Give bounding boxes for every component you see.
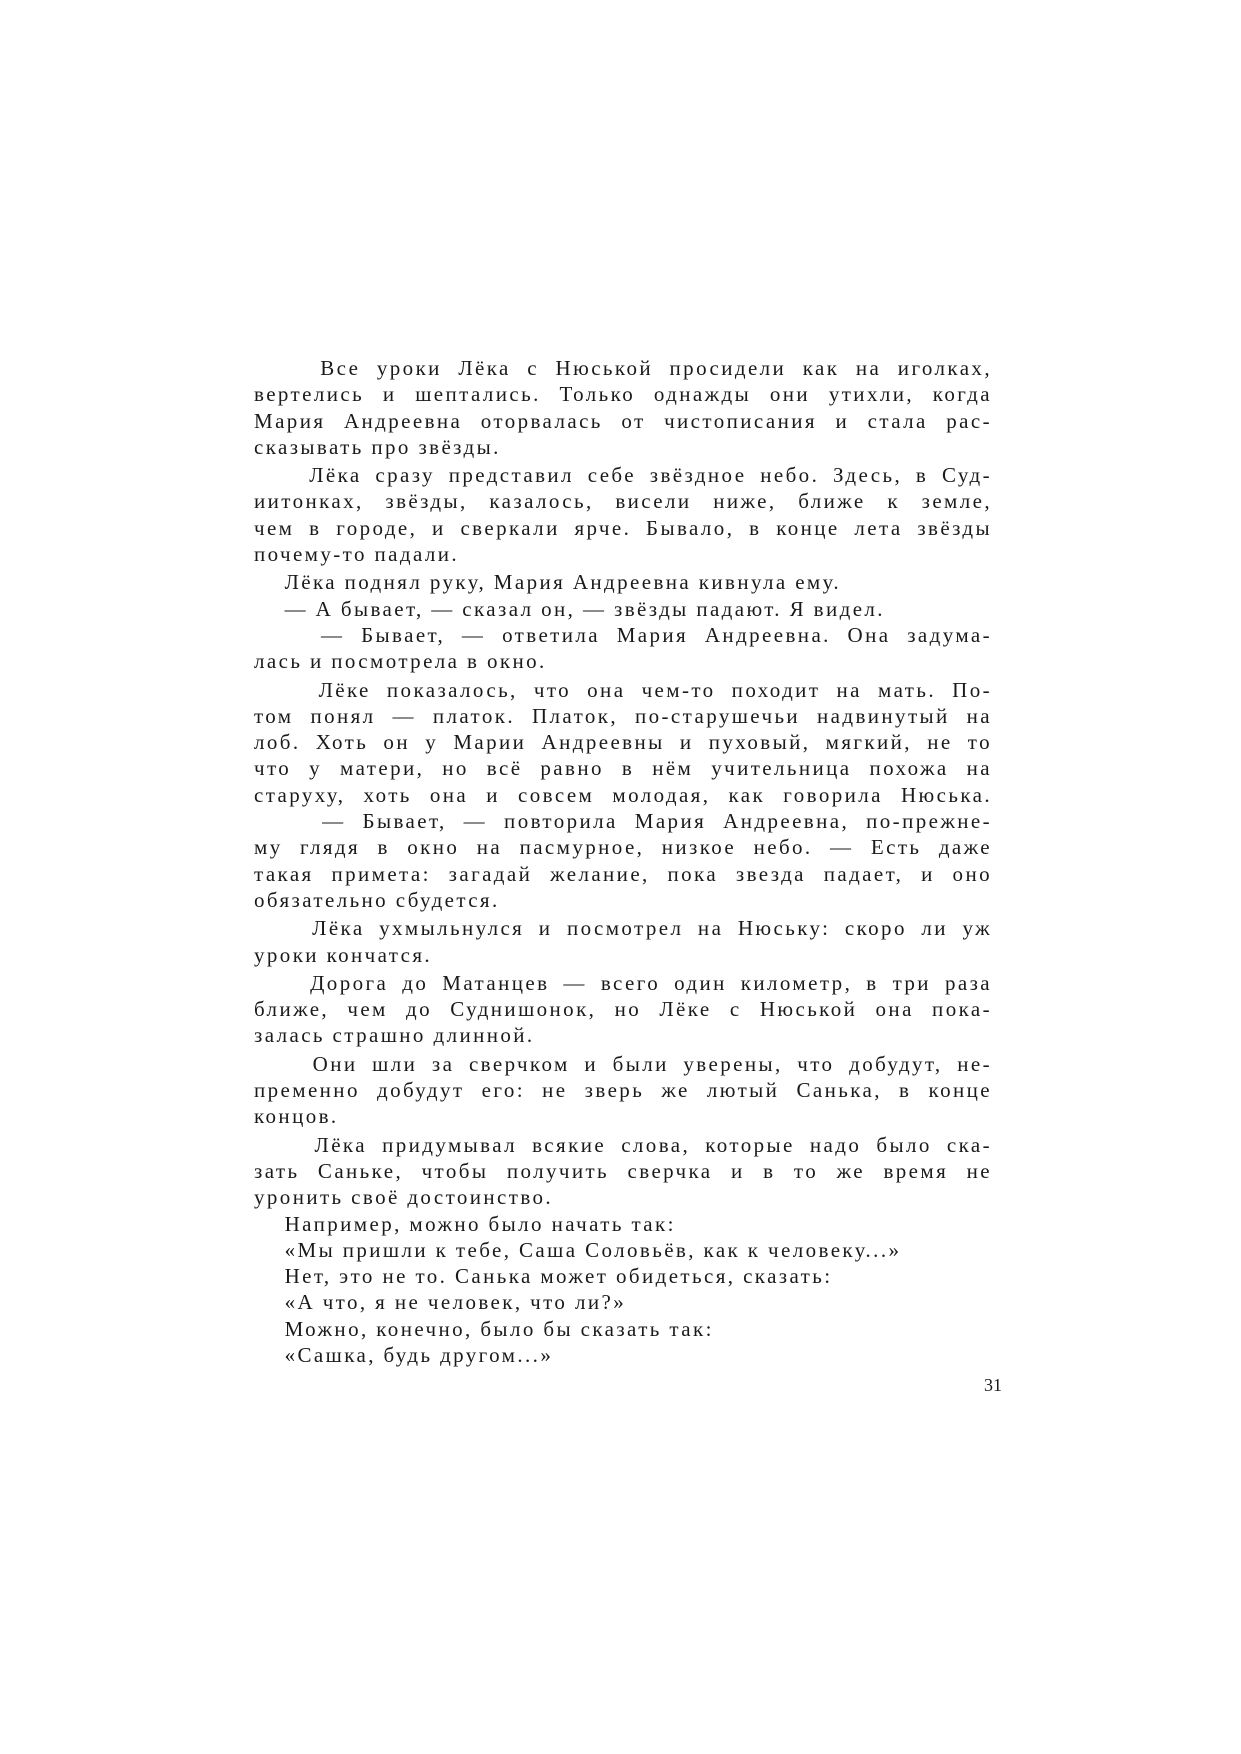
- text-line: пременно добудут его: не зверь же лютый Санька, в конце: [254, 1078, 992, 1103]
- text-line: уронить своё достоинство.: [254, 1185, 554, 1210]
- text-line: старуху, хоть она и совсем молодая, как говорила Нюська.: [254, 782, 992, 807]
- text-line: чем в городе, и сверкали ярче. Бывало, в конце лета звёзды: [254, 515, 992, 540]
- text-line: Например, можно было начать так:: [254, 1211, 676, 1236]
- text-line: лась и посмотрела в окно.: [254, 649, 547, 674]
- text-line: Они шли за сверчком и были уверены, что добудут, не-: [254, 1051, 992, 1076]
- text-line: том понял — платок. Платок, по-старушечьи надвинутый на: [254, 703, 992, 728]
- text-line: Лёка придумывал всякие слова, которые надо было ска-: [254, 1132, 992, 1157]
- text-line: Дорога до Матанцев — всего один километр, в три раза: [254, 970, 992, 995]
- text-line: что у матери, но всё равно в нём учительница похожа на: [254, 756, 992, 781]
- text-line: зать Саньке, чтобы получить сверчка и в то же время не: [254, 1158, 992, 1183]
- text-line: «Мы пришли к тебе, Саша Соловьёв, как к человеку...»: [254, 1237, 902, 1262]
- text-line: иитонках, звёзды, казалось, висели ниже, ближе к земле,: [254, 489, 992, 514]
- text-line: «Сашка, будь другом...»: [254, 1342, 554, 1367]
- text-line: почему-то падали.: [254, 542, 460, 567]
- text-line: — Бывает, — повторила Мария Андреевна, по-прежне-: [254, 809, 992, 834]
- text-line: сказывать про звёзды.: [254, 434, 501, 459]
- text-line: ближе, чем до Суднишонок, но Лёке с Нюськой она пока-: [254, 997, 992, 1022]
- text-line: уроки кончатся.: [254, 942, 433, 967]
- text-line: — А бывает, — сказал он, — звёзды падают. Я видел.: [254, 596, 885, 621]
- text-line: «А что, я не человек, что ли?»: [254, 1290, 627, 1315]
- text-line: Лёка поднял руку, Мария Андреевна кивнула ему.: [254, 570, 842, 595]
- text-line: вертелись и шептались. Только однажды они утихли, когда: [254, 382, 992, 407]
- text-line: Лёка ухмыльнулся и посмотрел на Нюську: скоро ли уж: [254, 916, 992, 941]
- page-number: 31: [984, 1375, 1002, 1395]
- text-line: Лёке показалось, что она чем-то походит на мать. По-: [254, 677, 992, 702]
- text-line: му глядя в окно на пасмурное, низкое небо. — Есть даже: [254, 835, 992, 860]
- text-line: такая примета: загадай желание, пока звезда падает, и оно: [254, 861, 992, 886]
- text-line: Нет, это не то. Санька может обидеться, сказать:: [254, 1264, 833, 1289]
- text-line: — Бывает, — ответила Мария Андреевна. Она задума-: [254, 622, 992, 647]
- text-line: Все уроки Лёка с Нюськой просидели как на иголках,: [254, 356, 992, 380]
- text-line: Мария Андреевна оторвалась от чистописания и стала рас-: [254, 408, 992, 433]
- body-text: [254, 355, 992, 1368]
- text-line: лоб. Хоть он у Марии Андреевны и пуховый, мягкий, не то: [254, 730, 992, 755]
- text-line: Можно, конечно, было бы сказать так:: [254, 1316, 714, 1341]
- text-line: Лёка сразу представил себе звёздное небо. Здесь, в Суд-: [254, 463, 992, 488]
- text-line: концов.: [254, 1104, 339, 1129]
- text-line: обязательно сбудется.: [254, 887, 500, 912]
- text-line: залась страшно длинной.: [254, 1023, 535, 1048]
